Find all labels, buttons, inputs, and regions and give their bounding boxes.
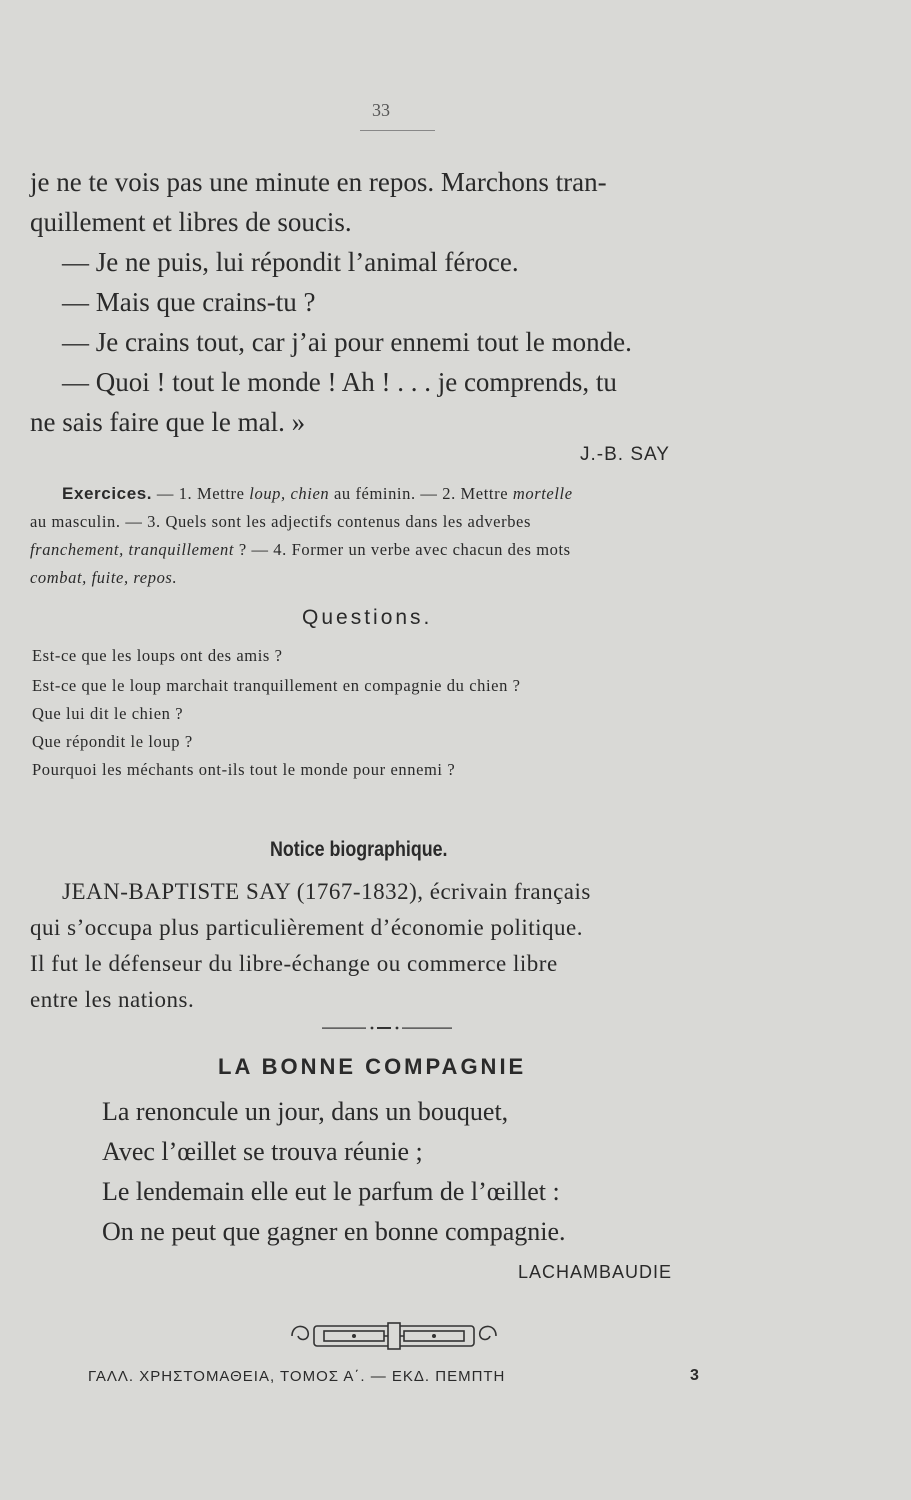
questions-title: Questions.	[302, 606, 433, 629]
exercises-line-2: au masculin. — 3. Quels sont les adjectifs contenus dans les adverbes	[30, 512, 531, 531]
exercises-line-4	[30, 564, 177, 592]
story-line-2: quillement et libres de soucis.	[30, 207, 352, 237]
story-line-4: — Mais que crains-tu ?	[62, 287, 316, 317]
notice-title: Notice biographique.	[270, 838, 448, 861]
page-number: 33	[372, 100, 390, 120]
exercises-italic-words-4: combat, fuite, repos.	[30, 568, 178, 587]
poem-author: LACHAMBAUDIE	[518, 1262, 673, 1282]
exercises-italic-words-2: mortelle	[512, 484, 573, 503]
footer-signature-text: ΓΑΛΛ. ΧΡΗΣΤΟΜΑΘΕΙΑ, ΤΟΜΟΣ Α΄. — ΕΚΔ. ΠΕΜΠΤΗ	[88, 1368, 506, 1385]
poem-line-3: Le lendemain elle eut le parfum de l’œillet :	[102, 1177, 560, 1206]
section-divider	[322, 1026, 452, 1030]
poem-line-1: La renoncule un jour, dans un bouquet,	[102, 1097, 509, 1126]
story-author: J.-B. SAY	[580, 444, 670, 465]
question-5: Pourquoi les méchants ont-ils tout le monde pour ennemi ?	[32, 760, 456, 779]
exercises-heading: Exercices.	[62, 484, 153, 503]
story-line-6: — Quoi ! tout le monde ! Ah ! . . . je comprends, tu	[62, 367, 617, 397]
exercises-text-3b: ? — 4. Former un verbe avec chacun des mots	[234, 540, 571, 559]
story-line-1: je ne te vois pas une minute en repos. Marchons tran-	[30, 167, 607, 197]
question-4: Que répondit le loup ?	[32, 732, 193, 751]
exercises-text-1b: au féminin. — 2. Mettre	[329, 484, 513, 503]
story-line-5: — Je crains tout, car j’ai pour ennemi tout le monde.	[62, 327, 632, 357]
footer-signature-number: 3	[690, 1367, 699, 1384]
question-3: Que lui dit le chien ?	[32, 704, 184, 723]
exercises-text-1a: — 1. Mettre	[152, 484, 250, 503]
notice-line-4: entre les nations.	[30, 987, 195, 1012]
poem-line-4: On ne peut que gagner en bonne compagnie.	[102, 1217, 566, 1246]
page-number-rule	[360, 130, 435, 131]
poem-title: LA BONNE COMPAGNIE	[218, 1054, 527, 1079]
notice-line-3: Il fut le défenseur du libre-échange ou commerce libre	[30, 951, 558, 976]
exercises-line-1	[62, 480, 573, 508]
notice-line-2: qui s’occupa plus particulièrement d’économie politique.	[30, 915, 584, 940]
story-line-3: — Je ne puis, lui répondit l’animal féroce.	[62, 247, 519, 277]
question-2: Est-ce que le loup marchait tranquillement en compagnie du chien ?	[32, 676, 521, 695]
poem-line-2: Avec l’œillet se trouva réunie ;	[102, 1137, 423, 1166]
exercises-italic-words-1: loup, chien	[249, 484, 330, 503]
ornament-icon	[288, 1320, 500, 1352]
question-1: Est-ce que les loups ont des amis ?	[32, 646, 283, 665]
exercises-italic-words-3: franchement, tranquillement	[30, 540, 235, 559]
story-line-7: ne sais faire que le mal. »	[30, 407, 306, 437]
exercises-line-3	[30, 536, 571, 564]
notice-line-1: JEAN-BAPTISTE SAY (1767-1832), écrivain français	[62, 879, 591, 904]
